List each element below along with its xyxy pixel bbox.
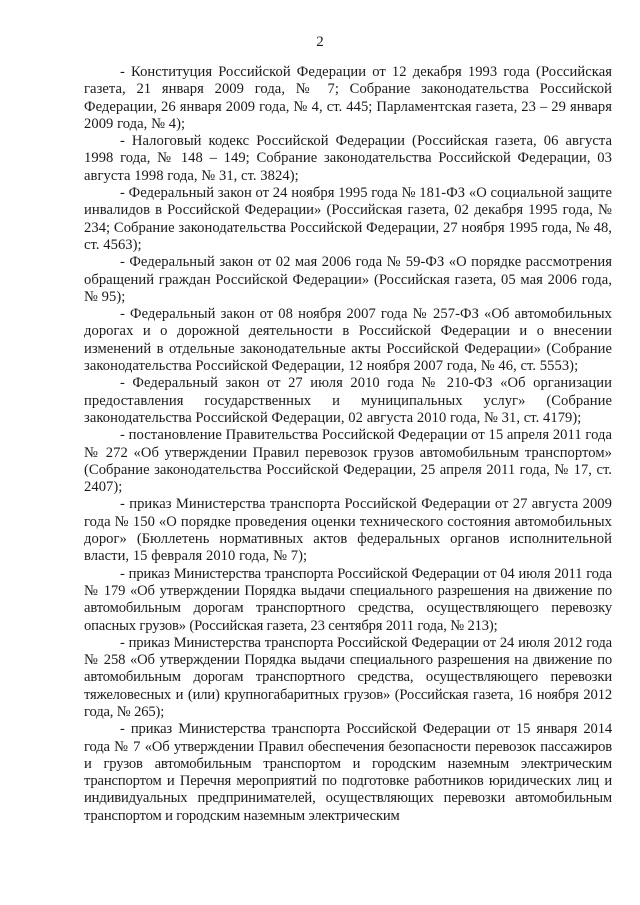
list-item: - Конституция Российской Федерации от 12 декабря 1993 года (Российская газета, 21 января 2009 года, № 7; Собрание законодательства Российской Федерации, 26 января 2009 года, № 4, ст. 445; Парламентская газета, 23 – 29 января 2009 года, № 4); xyxy=(84,64,612,132)
document-body xyxy=(84,64,612,825)
list-item: - постановление Правительства Российской Федерации от 15 апреля 2011 года № 272 «Об утверждении Правил перевозок грузов автомобильным транспортом» (Собрание законодательства Российской Федерации, 25 апреля 2011 года, № 17, ст. 2407); xyxy=(84,427,612,496)
list-item: - Федеральный закон от 24 ноября 1995 года № 181-ФЗ «О социальной защите инвалидов в Российской Федерации» (Российская газета, 02 декабря 1995 года, № 234; Собрание законодательства Российской Федерации, 27 ноября 1995 года, № 48, ст. 4563); xyxy=(84,185,612,253)
page-number: 2 xyxy=(316,34,324,50)
list-item: - Налоговый кодекс Российской Федерации (Российская газета, 06 августа 1998 года, № 148 – 149; Собрание законодательства Российской Федерации, 03 августа 1998 года, № 31, ст. 3824); xyxy=(84,133,612,184)
list-item: - приказ Министерства транспорта Российской Федерации от 24 июля 2012 года № 258 «Об утверждении Порядка выдачи специального разрешения на движение по автомобильным дорогам транспортного средства, осуществляющего перевозки тяжеловесных и (или) крупногабаритных грузов» (Российская газета, 16 ноября 2012 года, № 265); xyxy=(84,634,612,720)
list-item: - приказ Министерства транспорта Российской Федерации от 15 января 2014 года № 7 «Об утверждении Правил обеспечения безопасности перевозок пассажиров и грузов автомобильным транспортом и городским наземным электрическим транспортом и Перечня мероприятий по подготовке работников юридических лиц и индивидуальных предпринимателей, осуществляющих перевозки автомобильным транспортом и городским наземным электрическим xyxy=(84,721,612,824)
list-item: - Федеральный закон от 27 июля 2010 года № 210-ФЗ «Об организации предоставления государственных и муниципальных услуг» (Собрание законодательства Российской Федерации, 02 августа 2010 года, № 31, ст. 4179); xyxy=(84,375,612,426)
list-item: - Федеральный закон от 08 ноября 2007 года № 257-ФЗ «Об автомобильных дорогах и о дорожной деятельности в Российской Федерации и о внесении изменений в отдельные законодательные акты Российской Федерации» (Собрание законодательства Российской Федерации, 12 ноября 2007 года, № 46, ст. 5553); xyxy=(84,306,612,375)
list-item: - приказ Министерства транспорта Российской Федерации от 27 августа 2009 года № 150 «О порядке проведения оценки технического состояния автомобильных дорог» (Бюллетень нормативных актов федеральных органов исполнительной власти, 15 февраля 2010 года, № 7); xyxy=(84,496,612,565)
list-item: - Федеральный закон от 02 мая 2006 года № 59-ФЗ «О порядке рассмотрения обращений граждан Российской Федерации» (Российская газета, 05 мая 2006 года, № 95); xyxy=(84,254,612,305)
list-item: - приказ Министерства транспорта Российской Федерации от 04 июля 2011 года № 179 «Об утверждении Порядка выдачи специального разрешения на движение по автомобильным дорогам транспортного средства, осуществляющего перевозку опасных грузов» (Российская газета, 23 сентября 2011 года, № 213); xyxy=(84,565,612,634)
